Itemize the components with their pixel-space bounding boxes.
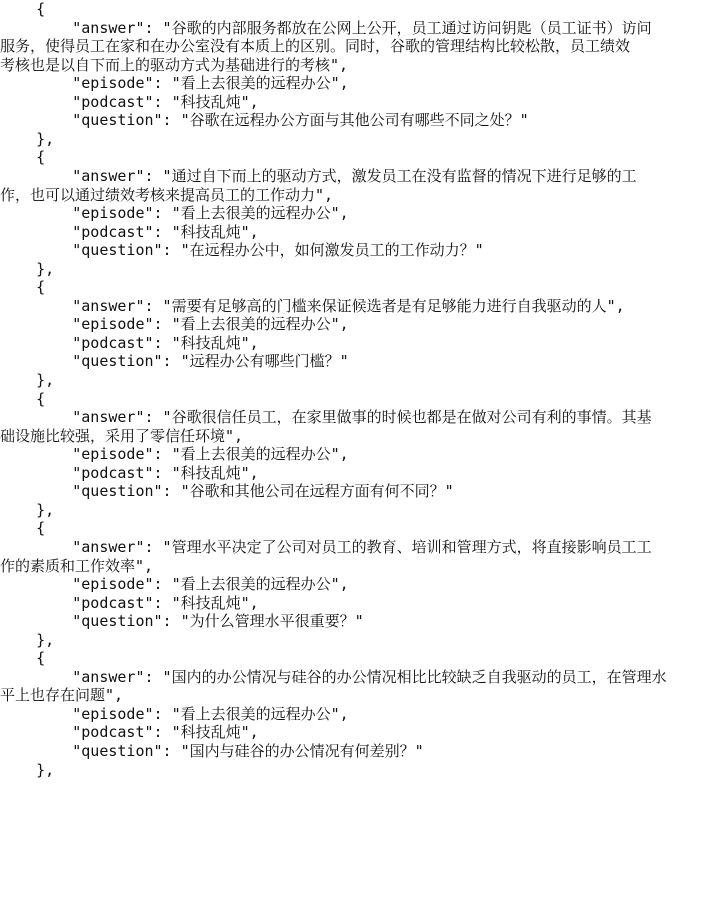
- json-line: [0, 686, 123, 705]
- json-line-text: "answer": "通过自下而上的驱动方式，激发员工在没有监督的情况下进行足够的工: [0, 166, 637, 185]
- json-line: [0, 427, 243, 446]
- json-line-text: {: [0, 278, 46, 297]
- json-line-text: 作的素质和工作效率",: [0, 556, 154, 575]
- json-line-text: {: [0, 148, 46, 167]
- json-line: [0, 723, 259, 742]
- json-line-text: "podcast": "科技乱炖",: [0, 333, 259, 352]
- json-line: [0, 464, 259, 483]
- json-line: [0, 352, 349, 371]
- json-line-text: {: [0, 389, 46, 408]
- json-line: [0, 742, 424, 761]
- json-line: [0, 557, 153, 576]
- json-line-text: "episode": "看上去很美的远程办公",: [0, 704, 349, 723]
- json-line: [0, 575, 349, 594]
- json-line: [0, 56, 348, 75]
- json-line-text: {: [0, 0, 46, 18]
- json-line: [0, 297, 625, 316]
- json-line-text: {: [0, 649, 46, 668]
- json-line: [0, 37, 630, 56]
- json-line-text: "answer": "国内的办公情况与硅谷的办公情况相比比较缺乏自我驱动的员工，在管理水: [0, 667, 667, 686]
- json-line-text: "question": "在远程办公中，如何激发员工的工作动力？": [0, 241, 484, 260]
- json-line: [0, 130, 54, 149]
- json-line: [0, 501, 54, 520]
- json-line: [0, 445, 349, 464]
- json-line-text: "question": "谷歌和其他公司在远程方面有何不同？": [0, 482, 454, 501]
- json-line-text: "podcast": "科技乱炖",: [0, 222, 259, 241]
- json-line-text: "episode": "看上去很美的远程办公",: [0, 315, 349, 334]
- json-line: [0, 241, 484, 260]
- json-line-text: },: [0, 760, 55, 779]
- json-line: [0, 334, 259, 353]
- json-line-text: "podcast": "科技乱炖",: [0, 593, 259, 612]
- json-line-text: "episode": "看上去很美的远程办公",: [0, 74, 349, 93]
- json-line-text: "episode": "看上去很美的远程办公",: [0, 575, 349, 594]
- json-line-text: },: [0, 500, 55, 519]
- json-line-text: "answer": "需要有足够高的门槛来保证候选者是有足够能力进行自我驱动的人",: [0, 296, 625, 315]
- json-line-text: "question": "国内与硅谷的办公情况有何差别？": [0, 742, 424, 760]
- json-line: [0, 761, 54, 780]
- json-line: [0, 594, 259, 613]
- json-line-text: 平上也存在问题",: [0, 686, 124, 705]
- json-line-text: "question": "远程办公有哪些门槛？": [0, 352, 349, 371]
- json-line: [0, 649, 45, 668]
- json-line: [0, 482, 454, 501]
- json-line: [0, 260, 54, 279]
- json-line-text: },: [0, 630, 55, 649]
- json-line: [0, 612, 364, 631]
- json-line: [0, 93, 259, 112]
- json-line: [0, 705, 349, 724]
- json-line: [0, 167, 637, 186]
- json-line: [0, 204, 349, 223]
- json-line-text: },: [0, 129, 55, 148]
- json-line-text: "answer": "管理水平决定了公司对员工的教育、培训和管理方式，将直接影响员工工: [0, 537, 652, 556]
- json-line: [0, 0, 45, 19]
- json-line: [0, 408, 652, 427]
- json-line-text: "podcast": "科技乱炖",: [0, 92, 259, 111]
- json-line-text: 服务，使得员工在家和在办公室没有本质上的区别。同时，谷歌的管理结构比较松散，员工绩效: [0, 37, 631, 56]
- json-line-text: "question": "谷歌在远程办公方面与其他公司有哪些不同之处？": [0, 111, 529, 130]
- json-line-text: {: [0, 519, 46, 538]
- json-line-text: "answer": "谷歌很信任员工，在家里做事的时候也都是在做对公司有利的事情。其基: [0, 408, 652, 427]
- json-line-text: "episode": "看上去很美的远程办公",: [0, 445, 349, 464]
- json-line: [0, 186, 333, 205]
- json-line-text: },: [0, 371, 55, 389]
- json-line: [0, 631, 54, 650]
- json-line: [0, 390, 45, 409]
- json-line-text: "podcast": "科技乱炖",: [0, 463, 259, 482]
- json-line: [0, 519, 45, 538]
- json-line: [0, 315, 349, 334]
- json-line-text: "answer": "谷歌的内部服务都放在公网上公开，员工通过访问钥匙（员工证书）访问: [0, 18, 652, 37]
- json-line: [0, 371, 54, 390]
- json-line-text: 考核也是以自下而上的驱动方式为基础进行的考核",: [0, 55, 349, 74]
- json-line: [0, 19, 652, 38]
- json-line: [0, 538, 652, 557]
- json-line: [0, 111, 529, 130]
- json-line-text: 作，也可以通过绩效考核来提高员工的工作动力",: [0, 185, 334, 204]
- json-line: [0, 668, 667, 687]
- json-line: [0, 223, 259, 242]
- json-line-text: "podcast": "科技乱炖",: [0, 723, 259, 742]
- json-line-text: "question": "为什么管理水平很重要？": [0, 612, 364, 631]
- json-line-text: 础设施比较强，采用了零信任环境",: [0, 426, 244, 445]
- json-line: [0, 74, 349, 93]
- json-line: [0, 278, 45, 297]
- json-line-text: "episode": "看上去很美的远程办公",: [0, 204, 349, 223]
- json-line: [0, 148, 45, 167]
- json-line-text: },: [0, 259, 55, 278]
